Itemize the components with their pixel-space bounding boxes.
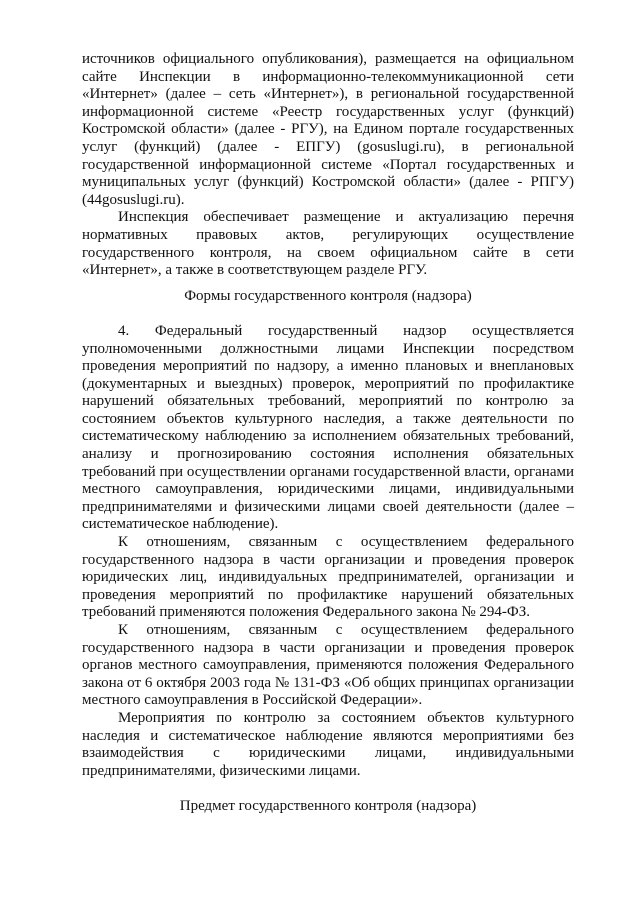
paragraph-131fz: К отношениям, связанным с осуществлением федерального государственного надзора в части организации и проведения проверок органов местного самоуправления, применяются положения Федерального закона от 6 октября 2003 года № 131-ФЗ «Об общих принципах организации местного самоуправления в Российской Федерации». — [82, 622, 574, 709]
paragraph-item-4: 4. Федеральный государственный надзор осуществляется уполномоченными должностными лицами Инспекции посредством проведения мероприятий по надзору, а именно плановых и внеплановых (документарных и выездных) проверок, мероприятий по профилактике нарушений обязательных требований, мероприятий по контролю за состоянием объектов культурного наследия, а также деятельности по систематическому наблюдению за исполнением обязательных требований, анализу и прогнозированию состояния исполнения обязательных требований при осуществлении органами государственной власти, органами местного самоуправления, юридическими лицами, индивидуальными предпринимателями и физическими лицами своей деятельности (далее – систематическое наблюдение). — [82, 322, 574, 533]
paragraph-294fz: К отношениям, связанным с осуществлением федерального государственного надзора в части организации и проведения проверок юридических лиц, индивидуальных предпринимателей, организации и проведения мероприятий по профилактике нарушений обязательных требований применяются положения Федерального закона № 294-ФЗ. — [82, 534, 574, 621]
paragraph-continuation: источников официального опубликования), размещается на официальном сайте Инспекции в информационно-телекоммуникационной сети «Интернет» (далее – сеть «Интернет»), в региональной государственной информационной системе «Реестр государственных услуг (функций) Костромской области» (далее - РГУ), на Едином портале государственных услуг (функций) (далее - ЕПГУ) (gosuslugi.ru), в региональной государственной информационной системе «Портал государственных и муниципальных услуг (функций) Костромской области» (далее - РПГУ) (44gosuslugi.ru). — [82, 51, 574, 208]
section-title-forms: Формы государственного контроля (надзора) — [184, 287, 472, 304]
section-title-subject: Предмет государственного контроля (надзора) — [179, 797, 477, 814]
document-body — [82, 51, 574, 816]
paragraph-no-interaction: Мероприятия по контролю за состоянием объектов культурного наследия и систематическое наблюдение являются мероприятиями без взаимодействия с юридическими лицами, индивидуальными предпринимателями, физическими лицами. — [82, 709, 574, 779]
paragraph-inspection-publishing: Инспекция обеспечивает размещение и актуализацию перечня нормативных правовых актов, регулирующих осуществление государственного контроля, на своем официальном сайте в сети «Интернет», а также в соответствующем разделе РГУ. — [82, 209, 574, 279]
